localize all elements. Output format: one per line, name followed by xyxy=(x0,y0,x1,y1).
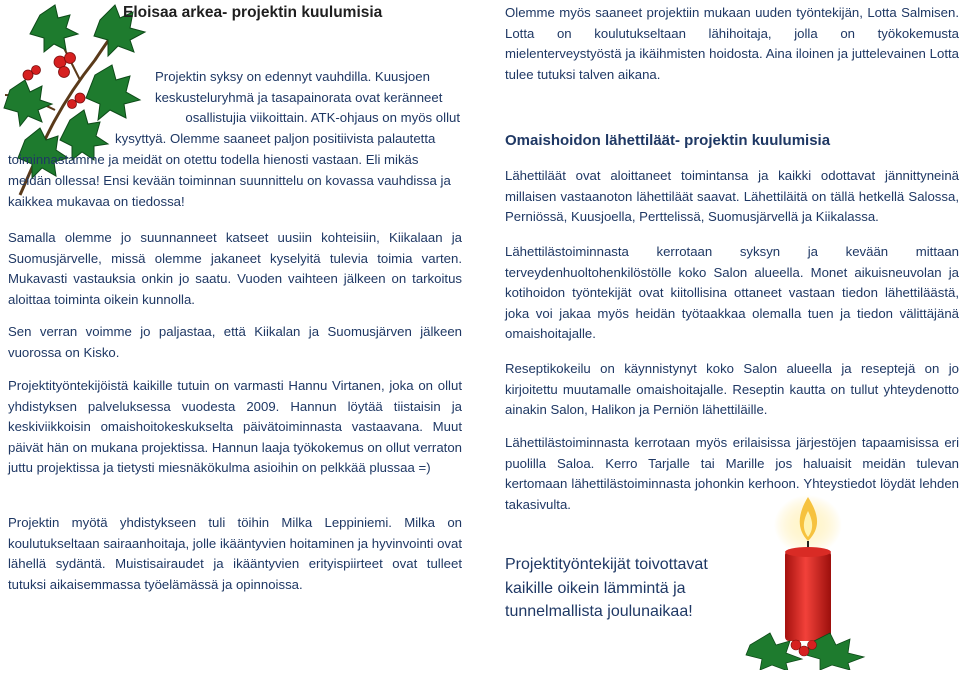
intro-line: keskusteluryhmä ja tasapainorata ovat keränneet xyxy=(155,90,443,105)
intro-line: meidän ollessa! Ensi kevään toiminnan suunnittelu on kovassa vauhdissa ja xyxy=(8,173,451,188)
paragraph-prescription: Reseptikokeilu on käynnistynyt koko Salon alueella ja reseptejä on jo kirjoitettu muutamalle omaishoitajalle. Reseptin kautta on tullut yhteydenotto ainakin Salon, Halikon ja Perniön lähettiläille. xyxy=(505,361,959,418)
closing-greeting xyxy=(505,553,735,624)
paragraph-kisko: Sen verran voimme jo paljastaa, että Kiikalan ja Suomusjärven jälkeen vuorossa on Kisko. xyxy=(8,324,462,360)
section-title: Omaishoidon lähettiläät- projektin kuulumisia xyxy=(505,132,831,149)
paragraph-new-areas: Samalla olemme jo suunnanneet katseet uusiin kohteisiin, Kiikalaan ja Suomusjärvelle, missä olemme jakaneet kyselyitä tulevia toimia varten. Mukavasti vastauksia onkin jo saatu. Vuoden vaihteen jälkeen on tarkoitus aloittaa toiminta oikein kunnolla. xyxy=(8,230,462,307)
intro-line: kaikkea mukavaa on tiedossa! xyxy=(8,194,185,209)
paragraph-hannu: Projektityöntekijöistä kaikille tutuin on varmasti Hannu Virtanen, joka on ollut yhdistyksen palveluksessa vuodesta 2009. Hannun löytää tiistaisin ja keskiviikkoisin omaishoitokeskukselta päivätoiminnasta vastaavana. Muut päivät hän on mukana projektissa. Hannun laaja työkokemus on ollut verraton juttu projektissa ja tietysti miesnäkökulma asioihin on pelkkää plussaa =) xyxy=(8,378,462,476)
paragraph-ambassadors-start: Lähettiläät ovat aloittaneet toimintansa ja kaikki odottavat jännittyneinä millaisen vastaanoton lähettiläät saavat. Lähettiläitä on tällä hetkellä Salossa, Perniössä, Kuusjoella, Perttelissä, Suomusjärvellä ja Kiikalassa. xyxy=(505,168,959,225)
page-title: Eloisaa arkea- projektin kuulumisia xyxy=(123,4,383,21)
christmas-candle-icon xyxy=(740,495,870,670)
intro-line: osallistujia viikoittain. ATK-ohjaus on myös ollut xyxy=(185,110,460,125)
paragraph-lotta: Olemme myös saaneet projektiin mukaan uuden työntekijän, Lotta Salmisen. Lotta on koulutukseltaan lähihoitaja, jolla on työkokemusta mielenterveystyöstä ja ikäihmisten hoidosta. Aina iloinen ja juttelevainen Lotta tulee tutuksi talven aikana. xyxy=(505,5,959,82)
paragraph-organizations: Lähettilästoiminnasta kerrotaan myös erilaisissa järjestöjen tapaamisissa eri puolilla Saloa. Kerro Tarjalle tai Marille jos haluaisit meidän tulevan kertomaan lähettilästoiminnasta johonkin kerhoon. Yhteystiedot löydät lehden takasivulta. xyxy=(505,435,959,512)
paragraph-ambassadors-info: Lähettilästoiminnasta kerrotaan syksyn ja kevään mittaan terveydenhuoltohenkilöstölle koko Salon alueella. Monet aikuisneuvolan ja kotihoidon työntekijät ovat kiitollisina ottaneet vastaan tiedon lähettiläästä, joka voi jakaa myös heidän työtaakkaa olemalla tuen ja tiedon välittäjänä omaishoitajalle. xyxy=(505,244,959,342)
closing-line: Projektityöntekijät toivottavat xyxy=(505,556,708,573)
intro-line: toiminnastamme ja meidät on otettu todella hienosti vastaan. Eli mikäs xyxy=(8,152,419,167)
closing-line: kaikille oikein lämmintä ja xyxy=(505,579,686,597)
paragraph-milka: Projektin myötä yhdistykseen tuli töihin Milka Leppiniemi. Milka on koulutukseltaan sairaanhoitaja, jolle ikääntyvien hoitaminen ja hyvinvointi ovat lähellä sydäntä. Muistisairaudet ja ikääntyvien erityispiirteet ovat tulleet tutuksi aikaisemmassa työelämässä ja opinnoissa. xyxy=(8,515,462,592)
intro-line: Projektin syksy on edennyt vauhdilla. Kuusjoen xyxy=(155,69,430,84)
closing-line: tunnelmallista joulunaikaa! xyxy=(505,603,693,620)
intro-line: kysyttyä. Olemme saaneet paljon positiivista palautetta xyxy=(115,131,436,146)
